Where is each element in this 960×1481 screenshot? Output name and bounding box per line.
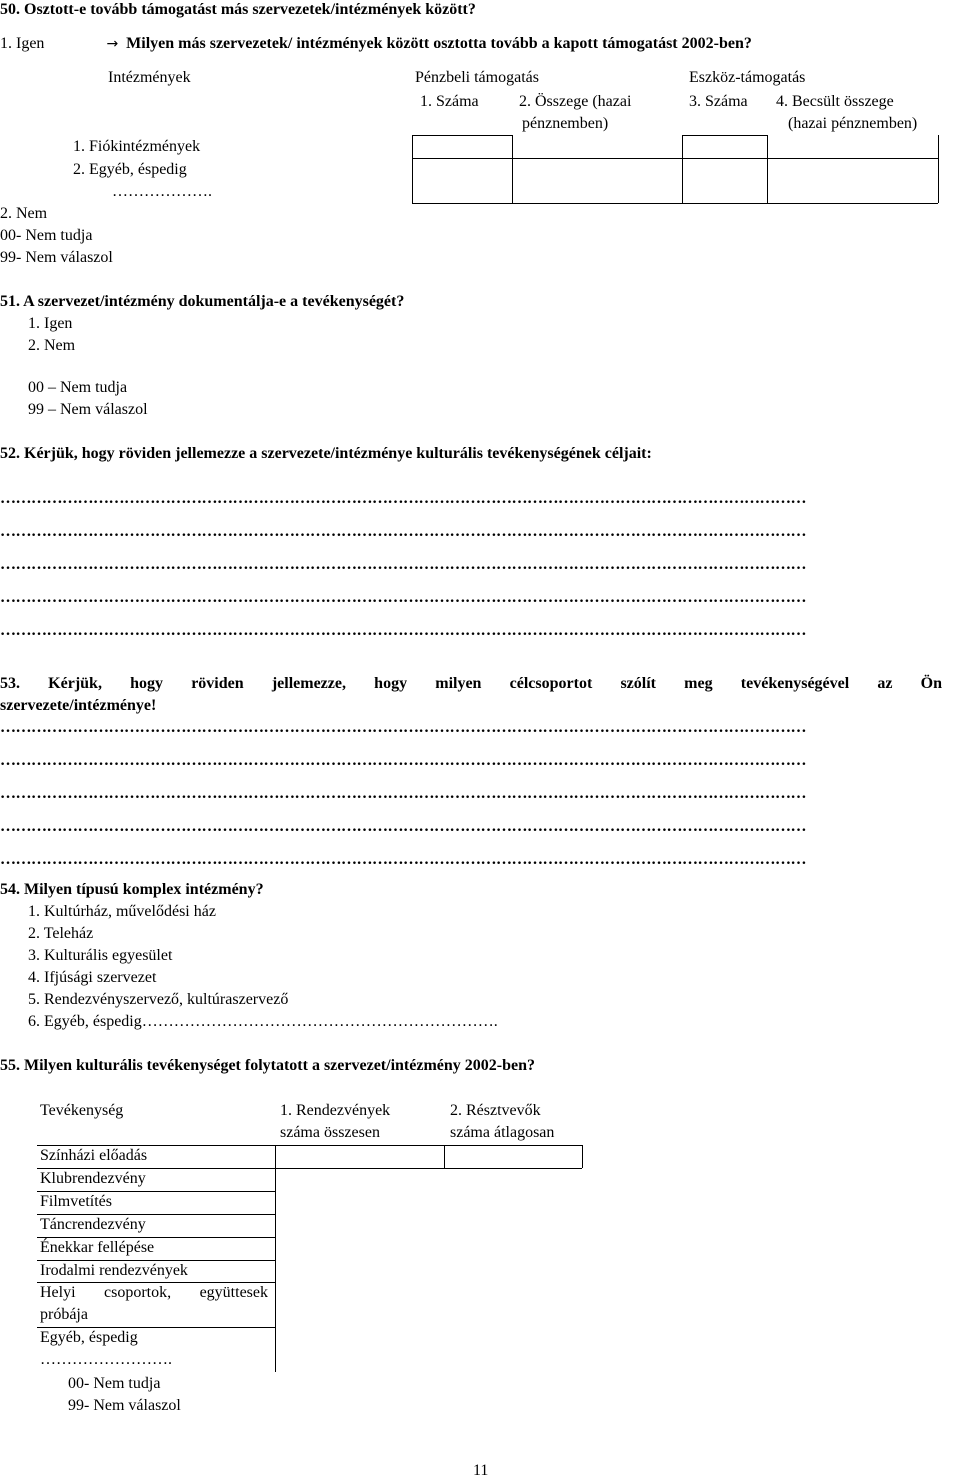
q53-answer-line[interactable]: ………………………………………………………………………………………………………………………………………… bbox=[0, 719, 806, 736]
q50-grid-line bbox=[412, 203, 938, 204]
q51-dont-know[interactable]: 00 – Nem tudja bbox=[28, 379, 128, 396]
q50-followup-line bbox=[0, 34, 752, 54]
q55-no-answer: 99- Nem válaszol bbox=[68, 1397, 181, 1414]
q55-row-label: ……………………. bbox=[40, 1351, 172, 1368]
q54-option[interactable]: 4. Ifjúsági szervezet bbox=[28, 969, 157, 986]
q51-no-answer[interactable]: 99 – Nem válaszol bbox=[28, 401, 148, 418]
q50-grid-line bbox=[938, 135, 939, 203]
q50-row2: 2. Egyéb, éspedig bbox=[73, 161, 187, 178]
q50-input-cell[interactable] bbox=[768, 159, 937, 202]
q55-row-label: Irodalmi rendezvények bbox=[40, 1262, 188, 1279]
q53-title-line2: szervezete/intézménye! bbox=[0, 697, 157, 714]
page-number: 11 bbox=[473, 1462, 489, 1479]
q55-grid-line bbox=[37, 1214, 275, 1215]
q50-no: 2. Nem bbox=[0, 205, 48, 222]
q50-sub3: 3. Száma bbox=[689, 93, 748, 110]
q55-row-label: Énekkar fellépése bbox=[40, 1239, 155, 1256]
q50-input-cell[interactable] bbox=[413, 159, 511, 202]
q53-answer-line[interactable]: ………………………………………………………………………………………………………………………………………… bbox=[0, 851, 806, 868]
q50-grid-line bbox=[682, 135, 767, 136]
q53-title-line1: 53. Kérjük, hogy röviden jellemezze, hogy milyen célcsoportot szólít meg tevékenységével az Ön bbox=[0, 675, 942, 692]
q50-col-cash: Pénzbeli támogatás bbox=[415, 69, 539, 86]
right-arrow-icon: → bbox=[106, 36, 119, 52]
q53-answer-line[interactable]: ………………………………………………………………………………………………………………………………………… bbox=[0, 818, 806, 835]
q55-row-label: Klubrendezvény bbox=[40, 1170, 146, 1187]
q50-col-institutions: Intézmények bbox=[108, 69, 191, 86]
q50-col-equipment: Eszköz-támogatás bbox=[689, 69, 806, 86]
q55-grid-line bbox=[275, 1145, 276, 1372]
q55-row-label: Egyéb, éspedig bbox=[40, 1329, 138, 1346]
q55-row-label: Filmvetítés bbox=[40, 1193, 112, 1210]
q50-yes-label: 1. Igen bbox=[0, 35, 45, 52]
q50-sub4-l2: (hazai pénznemben) bbox=[788, 115, 918, 132]
q55-row-label: próbája bbox=[40, 1306, 88, 1323]
q52-answer-line[interactable]: ………………………………………………………………………………………………………………………………………… bbox=[0, 523, 806, 540]
q52-title: 52. Kérjük, hogy röviden jellemezze a szervezete/intézménye kulturális tevékenységének céljait: bbox=[0, 445, 652, 462]
q50-sub4-l1: 4. Becsült összege bbox=[776, 93, 894, 110]
q54-option[interactable]: 6. Egyéb, éspedig…………………………………………………………. bbox=[28, 1013, 498, 1030]
q53-answer-line[interactable]: ………………………………………………………………………………………………………………………………………… bbox=[0, 785, 806, 802]
q55-row-label: Táncrendezvény bbox=[40, 1216, 146, 1233]
q55-row-label: Helyi csoportok, együttesek bbox=[40, 1284, 268, 1301]
q50-sub2-l2: pénznemben) bbox=[522, 115, 609, 132]
q55-grid-line bbox=[37, 1282, 275, 1283]
q55-grid-line bbox=[37, 1260, 275, 1261]
q55-col-events-l1: 1. Rendezvények bbox=[280, 1102, 391, 1119]
q55-title: 55. Milyen kulturális tevékenységet folytatott a szervezet/intézmény 2002-ben? bbox=[0, 1057, 535, 1074]
q51-title: 51. A szervezet/intézmény dokumentálja-e a tevékenységét? bbox=[0, 293, 405, 310]
q55-grid-line bbox=[37, 1168, 582, 1169]
q52-answer-line[interactable]: ………………………………………………………………………………………………………………………………………… bbox=[0, 556, 806, 573]
q54-option[interactable]: 5. Rendezvényszervező, kultúraszervező bbox=[28, 991, 289, 1008]
q55-grid-line bbox=[444, 1145, 445, 1168]
q50-dont-know: 00- Nem tudja bbox=[0, 227, 93, 244]
q50-followup: Milyen más szervezetek/ intézmények között osztotta tovább a kapott támogatást 2002-ben? bbox=[126, 35, 752, 52]
q55-col-participants-l1: 2. Résztvevők bbox=[450, 1102, 541, 1119]
q54-option[interactable]: 3. Kulturális egyesület bbox=[28, 947, 173, 964]
q55-col-activity: Tevékenység bbox=[40, 1102, 124, 1119]
q50-input-cell[interactable] bbox=[683, 159, 766, 202]
q50-row2-dots: ………………. bbox=[112, 183, 212, 200]
q55-dont-know: 00- Nem tudja bbox=[68, 1375, 161, 1392]
q53-answer-line[interactable]: ………………………………………………………………………………………………………………………………………… bbox=[0, 752, 806, 769]
q55-grid-line bbox=[37, 1191, 275, 1192]
q50-input-cell[interactable] bbox=[513, 159, 681, 202]
q52-answer-line[interactable]: ………………………………………………………………………………………………………………………………………… bbox=[0, 622, 806, 639]
q55-grid-line bbox=[37, 1237, 275, 1238]
q54-option[interactable]: 2. Teleház bbox=[28, 925, 94, 942]
q54-title: 54. Milyen típusú komplex intézmény? bbox=[0, 881, 264, 898]
q50-row1: 1. Fiókintézmények bbox=[73, 138, 201, 155]
q51-option-yes[interactable]: 1. Igen bbox=[28, 315, 73, 332]
q55-grid-line bbox=[582, 1145, 583, 1168]
q55-row-label: Színházi előadás bbox=[40, 1147, 148, 1164]
q50-grid-line bbox=[412, 135, 512, 136]
q51-option-no[interactable]: 2. Nem bbox=[28, 337, 76, 354]
q50-sub2-l1: 2. Összege (hazai bbox=[519, 93, 632, 110]
q52-answer-line[interactable]: ………………………………………………………………………………………………………………………………………… bbox=[0, 589, 806, 606]
q55-grid-line bbox=[37, 1327, 275, 1328]
q50-no-answer: 99- Nem válaszol bbox=[0, 249, 113, 266]
q52-answer-line[interactable]: ………………………………………………………………………………………………………………………………………… bbox=[0, 490, 806, 507]
q54-option[interactable]: 1. Kultúrház, művelődési ház bbox=[28, 903, 216, 920]
q55-col-events-l2: száma összesen bbox=[280, 1124, 380, 1141]
q50-title: 50. Osztott-e tovább támogatást más szervezetek/intézmények között? bbox=[0, 1, 476, 18]
q50-sub1: 1. Száma bbox=[420, 93, 479, 110]
q55-grid-line bbox=[37, 1145, 582, 1146]
q55-col-participants-l2: száma átlagosan bbox=[450, 1124, 555, 1141]
